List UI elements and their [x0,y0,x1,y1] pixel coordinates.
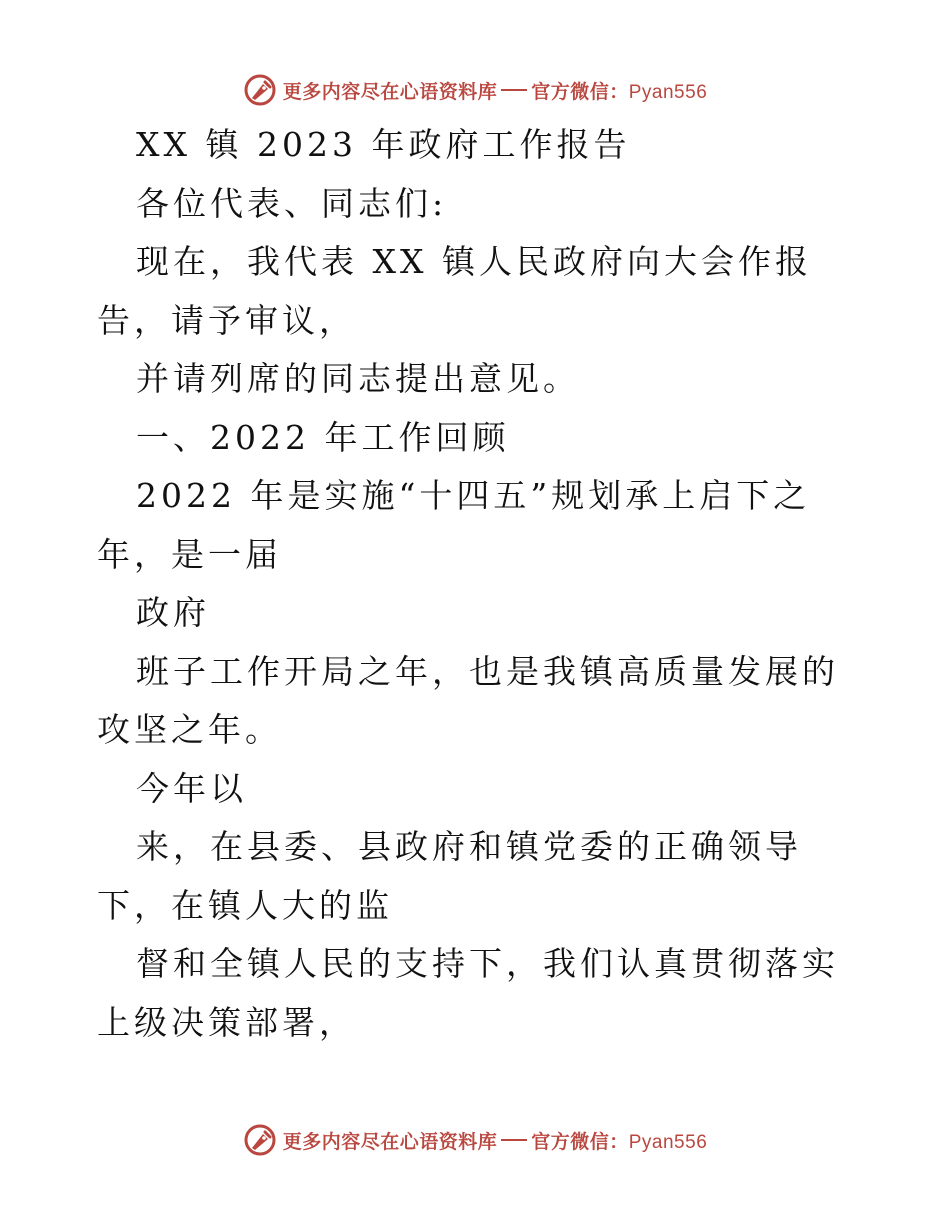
watermark-dash [501,89,527,91]
watermark-banner-top [0,70,950,110]
watermark-label: 更多内容尽在心语资料库 [282,80,498,103]
watermark-label: 更多内容尽在心语资料库 [282,1130,498,1153]
watermark-suffix: 官方微信： [531,80,629,103]
paragraph: 并请列席的同志提出意见。 [136,359,580,398]
section-heading: 一、2022 年工作回顾 [136,417,510,457]
watermark-text [283,1127,708,1154]
watermark-suffix: 官方微信： [531,1130,629,1153]
paragraph: 各位代表、同志们: [136,183,448,223]
paragraph: 2022 年是实施“十四五”规划承上启下之年，是一届 [97,476,811,574]
paragraph: 政府 [136,593,210,632]
paragraph: 督和全镇人民的支持下，我们认真贯彻落实上级决策部署， [97,944,839,1042]
paragraph: 今年以 [136,768,247,808]
pen-nib-logo-icon [243,1123,277,1157]
document-body [97,116,857,1052]
paragraph: 现在，我代表 XX 镇人民政府向大会作报告，请予审议， [97,242,812,340]
watermark-account: Pyan556 [628,1131,708,1153]
watermark-text [283,77,708,104]
watermark-account: Pyan556 [628,81,708,103]
pen-nib-logo-icon [243,73,277,107]
paragraph: 来，在县委、县政府和镇党委的正确领导下，在镇人大的监 [97,827,802,925]
document-title: XX 镇 2023 年政府工作报告 [136,125,631,164]
paragraph: 班子工作开局之年，也是我镇高质量发展的攻坚之年。 [97,651,839,749]
watermark-dash [501,1139,527,1141]
watermark-banner-bottom [0,1120,950,1160]
